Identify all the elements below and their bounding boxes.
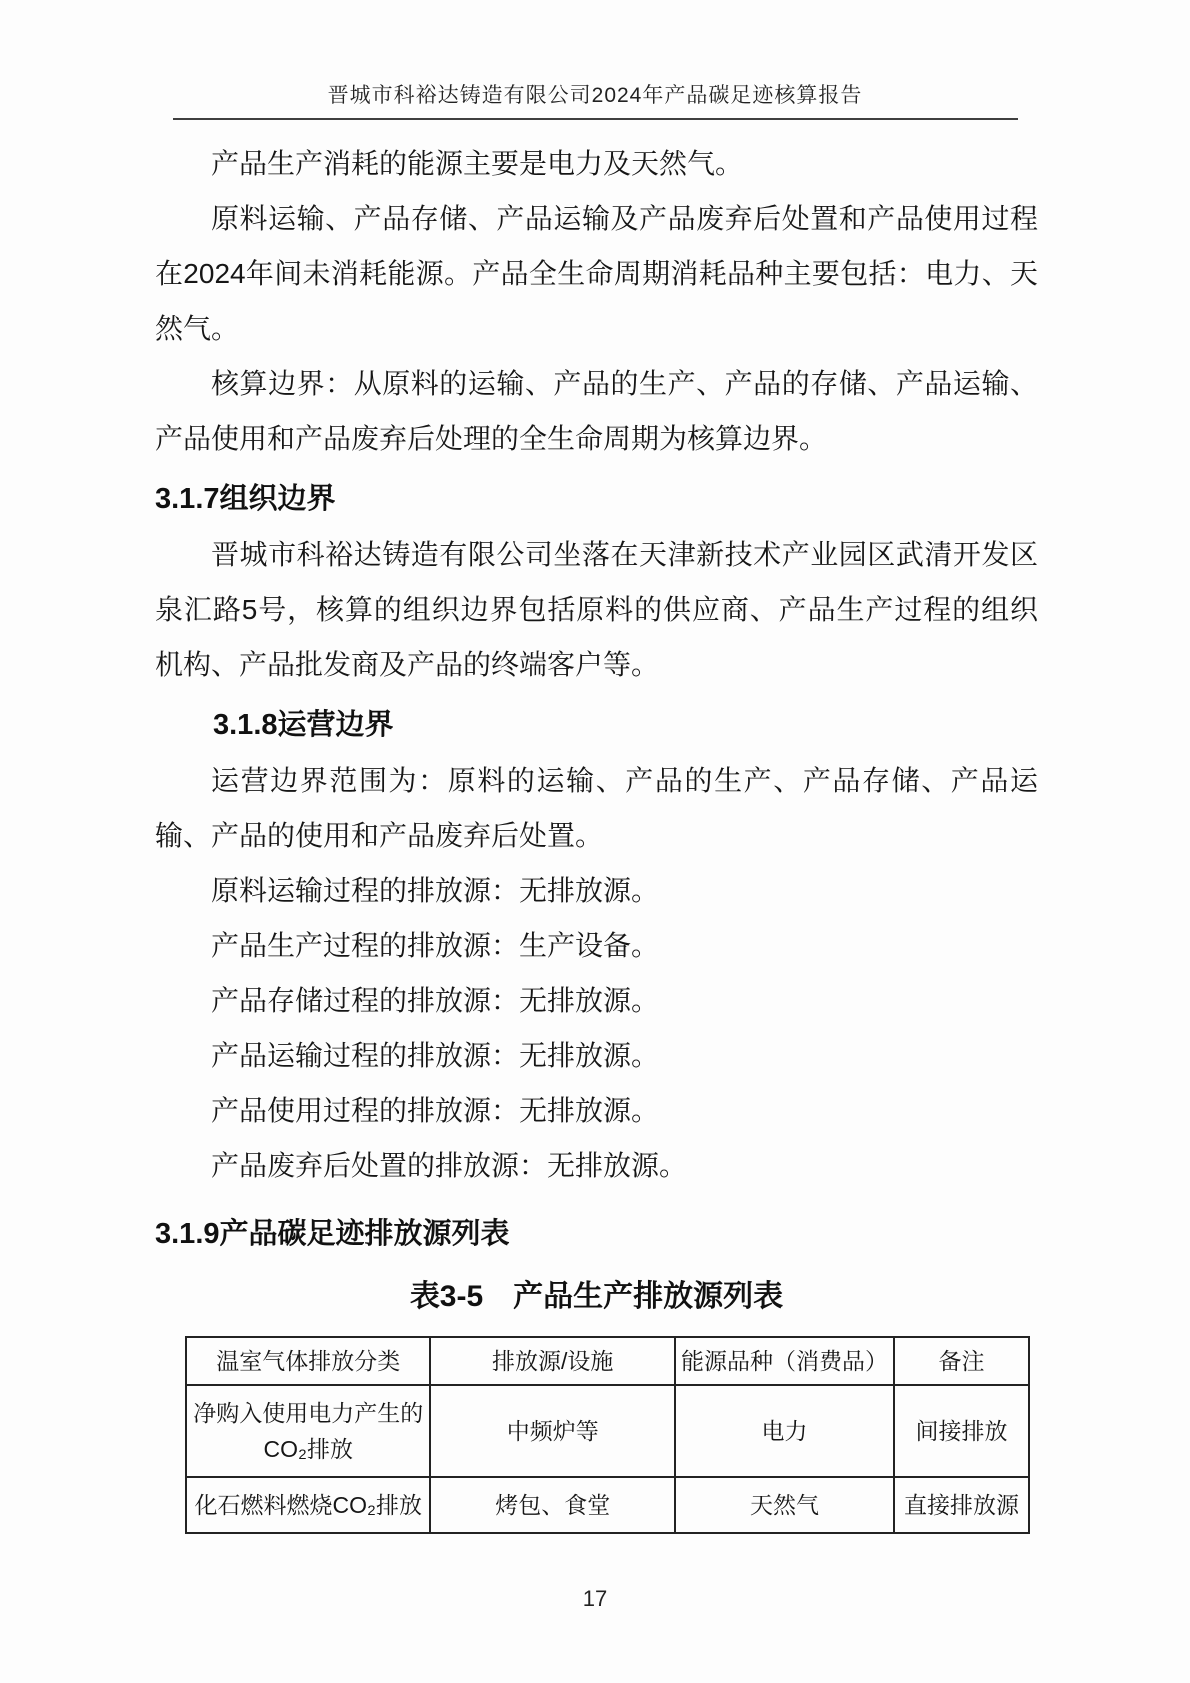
table-header-row <box>186 1337 1029 1385</box>
emission-source-list <box>155 863 1038 1193</box>
heading-organization-boundary: 3.1.7组织边界 <box>155 483 336 515</box>
table-header-energy-type: 能源品种（消费品） <box>675 1337 894 1385</box>
page-number: 17 <box>582 1586 608 1611</box>
document-header <box>0 0 1190 110</box>
table-cell-indirect: 间接排放 <box>894 1385 1029 1477</box>
header-divider <box>173 118 1018 120</box>
emission-source-line-storage: 产品存储过程的排放源：无排放源。 <box>211 985 660 1016</box>
table-header-emission-source: 排放源/设施 <box>430 1337 674 1385</box>
paragraph-energy-consumption: 产品生产消耗的能源主要是电力及天然气。 <box>211 148 744 179</box>
heading-emission-source-table-list: 3.1.9产品碳足迹排放源列表 <box>155 1218 510 1250</box>
table-cell-electricity-co2: 净购入使用电力产生的CO₂排放 <box>186 1385 430 1477</box>
paragraph-organization-boundary: 晋城市科裕达铸造有限公司坐落在天津新技术产业园区武清开发区泉汇路5号，核算的组织边界包括原料的供应商、产品生产过程的组织机构、产品批发商及产品的终端客户等。 <box>155 539 1038 680</box>
table-header-ghg-category: 温室气体排放分类 <box>186 1337 430 1385</box>
paragraph-no-energy-stages: 原料运输、产品存储、产品运输及产品废弃后处置和产品使用过程在2024年间未消耗能源。产品全生命周期消耗品种主要包括：电力、天然气。 <box>155 203 1038 344</box>
table-cell-furnace: 中频炉等 <box>430 1385 674 1477</box>
emission-source-line-disposal: 产品废弃后处置的排放源：无排放源。 <box>211 1150 688 1181</box>
heading-operational-boundary: 3.1.8运营边界 <box>213 709 394 741</box>
table-cell-fossil-fuel-co2: 化石燃料燃烧CO₂排放 <box>186 1477 430 1533</box>
table-cell-natural-gas: 天然气 <box>675 1477 894 1533</box>
emission-source-line-use: 产品使用过程的排放源：无排放源。 <box>211 1095 660 1126</box>
table-caption-number: 表3-5 <box>409 1280 484 1313</box>
emission-source-line-material-transport: 原料运输过程的排放源：无排放源。 <box>211 875 660 906</box>
emission-source-table <box>185 1336 1030 1534</box>
table-caption-title: 产品生产排放源列表 <box>513 1280 784 1313</box>
table-row <box>186 1385 1029 1477</box>
document-header-title: 晋城市科裕达铸造有限公司2024年产品碳足迹核算报告 <box>327 84 863 107</box>
table-caption <box>155 1274 1038 1320</box>
table-cell-electricity: 电力 <box>675 1385 894 1477</box>
document-body <box>155 136 1038 1534</box>
emission-source-line-product-transport: 产品运输过程的排放源：无排放源。 <box>211 1040 660 1071</box>
table-header-remark: 备注 <box>894 1337 1029 1385</box>
paragraph-accounting-boundary: 核算边界：从原料的运输、产品的生产、产品的存储、产品运输、产品使用和产品废弃后处理的全生命周期为核算边界。 <box>155 368 1038 454</box>
table-cell-direct: 直接排放源 <box>894 1477 1029 1533</box>
emission-source-line-production: 产品生产过程的排放源：生产设备。 <box>211 930 660 961</box>
table-cell-ladle-canteen: 烤包、食堂 <box>430 1477 674 1533</box>
table-row <box>186 1477 1029 1533</box>
paragraph-operational-boundary: 运营边界范围为：原料的运输、产品的生产、产品存储、产品运输、产品的使用和产品废弃后处置。 <box>155 765 1038 851</box>
